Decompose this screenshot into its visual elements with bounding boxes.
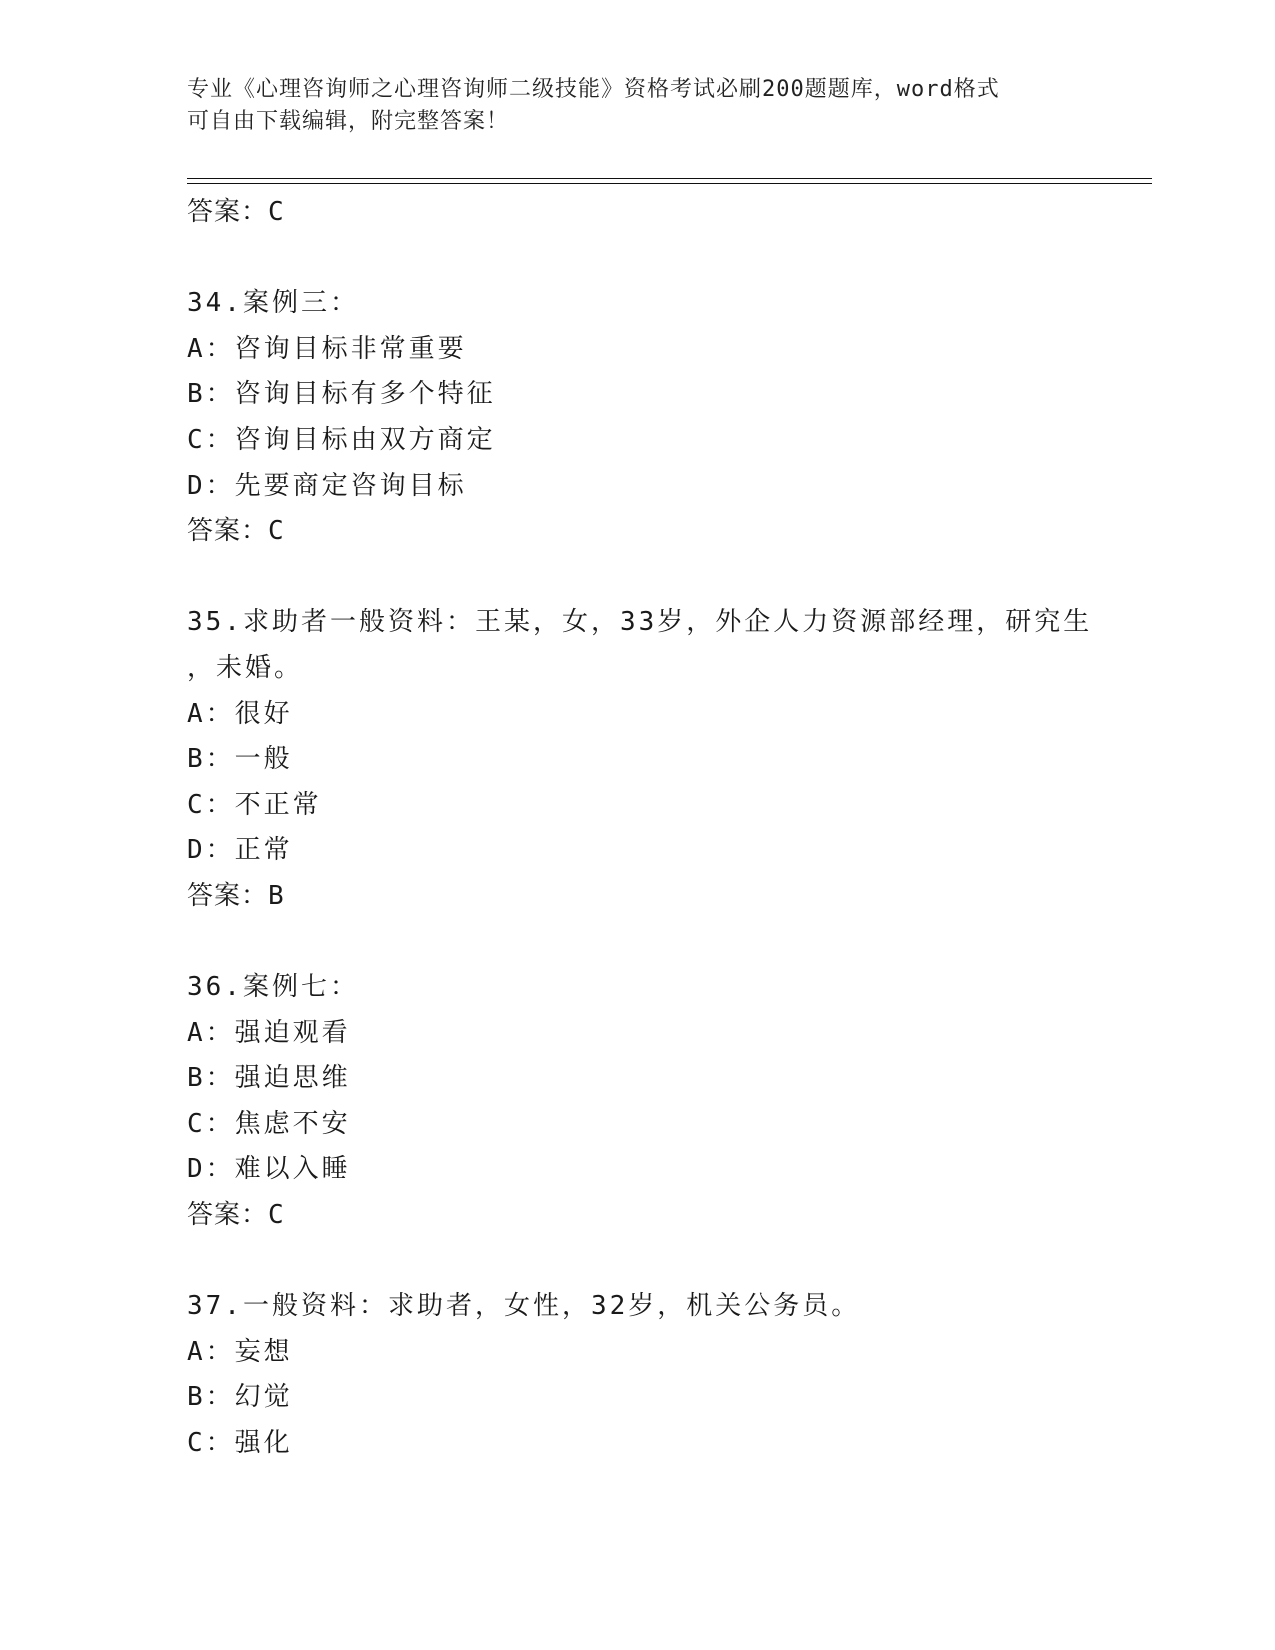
option-b: B：幻觉 [187,1382,293,1413]
question-item [187,1284,1152,1466]
document-header [187,74,1087,138]
answer-line [187,190,1152,236]
answer-line [187,1193,1152,1239]
answer-value: C [268,516,285,547]
option-d: D：先要商定咨询目标 [187,470,467,501]
spacer [187,236,1152,282]
question-stem-continued: ，未婚。 [187,652,304,683]
spacer [187,920,1152,966]
answer-line [187,874,1152,920]
answer-label: 答案： [187,197,269,227]
answer-line [187,509,1152,555]
question-stem: 34.案例三： [187,288,359,319]
question-item [187,965,1152,1239]
option-c: C：咨询目标由双方商定 [187,424,496,455]
header-divider-thin [187,183,1152,184]
question-item [187,281,1152,555]
answer-label: 答案： [187,1200,269,1231]
answer-value: C [268,197,285,227]
spacer [187,1239,1152,1285]
option-b: B：一般 [187,744,293,775]
option-c: C：焦虑不安 [187,1108,351,1139]
header-line-1: 专业《心理咨询师之心理咨询师二级技能》资格考试必刷200题题库，word格式 [187,77,1000,102]
question-stem: 37.一般资料：求助者，女性，32岁，机关公务员。 [187,1291,861,1322]
question-item [187,600,1152,919]
question-stem: 35.求助者一般资料：王某，女，33岁，外企人力资源部经理，研究生 [187,607,1093,638]
option-b: B：强迫思维 [187,1063,351,1094]
option-a: A：强迫观看 [187,1017,351,1048]
option-c: C：不正常 [187,789,322,820]
answer-label: 答案： [187,516,269,547]
option-b: B：咨询目标有多个特征 [187,379,496,410]
option-c: C：强化 [187,1428,293,1459]
question-list [187,190,1152,1467]
header-divider-thick [187,178,1152,179]
option-d: D：难以入睡 [187,1154,351,1185]
question-stem: 36.案例七： [187,972,359,1003]
header-line-2: 可自由下载编辑，附完整答案！ [187,109,510,134]
answer-label: 答案： [187,880,269,911]
answer-value: C [268,1200,285,1231]
option-d: D：正常 [187,835,293,866]
answer-value: B [268,880,285,911]
option-a: A：很好 [187,698,293,729]
option-a: A：咨询目标非常重要 [187,333,467,364]
spacer [187,555,1152,601]
option-a: A：妄想 [187,1336,293,1367]
